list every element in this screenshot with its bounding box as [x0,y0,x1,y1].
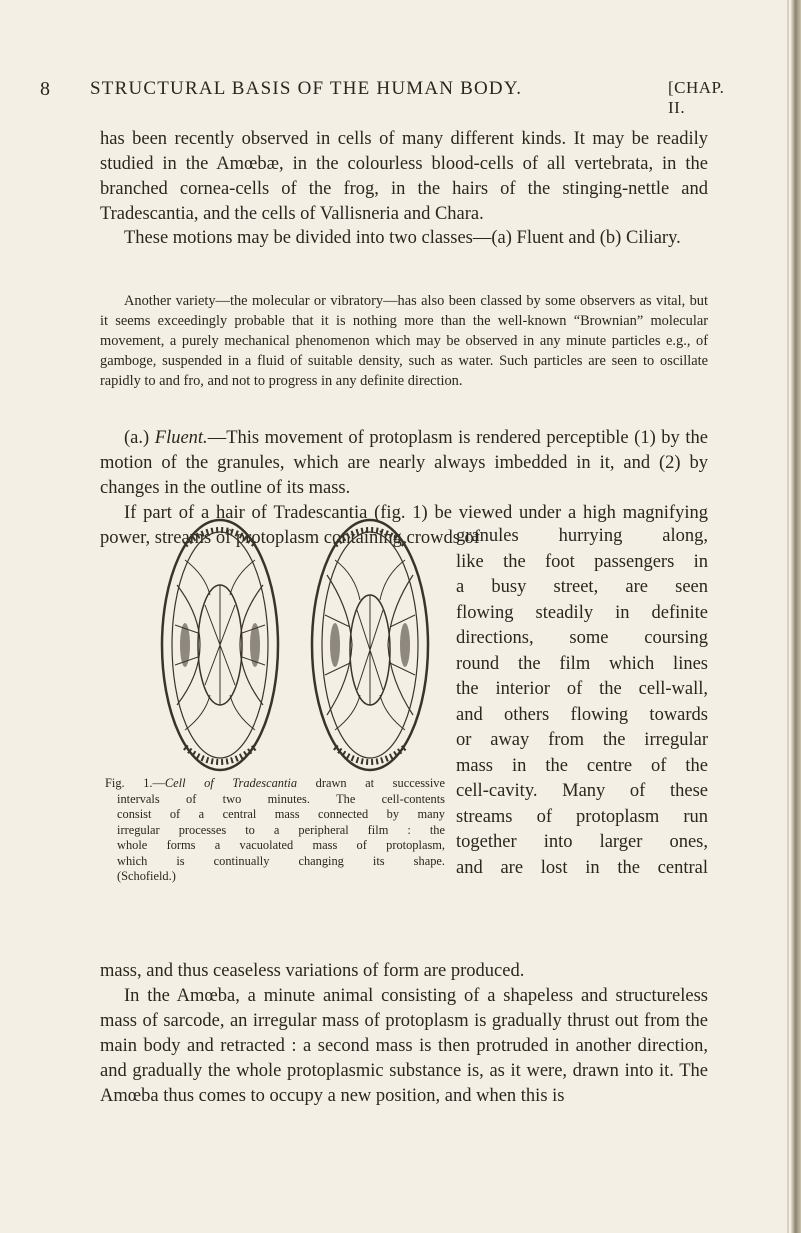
amoeba-paragraph: In the Amœba, a minute animal consisting of a shapeless and structureless mass of sarcode, an irregular mass of protoplasm is gradually thrust out from the main body and retracted : a second mass is then protruded in another direction, and gradually the whole protoplasmic substance is, as it were, drawn into it. The Amœba thus comes to occupy a new position, and when this is [100,986,708,1106]
paragraph-intro [100,127,708,227]
wrap-line: and are lost in the central [456,857,708,878]
wrap-line: mass in the centre of the [456,755,708,776]
wrapped-text-column [456,524,708,881]
caption-line: consist of a central mass connected by many [117,807,445,821]
cell-drawing-right [312,520,428,770]
page-number: 8 [40,78,50,100]
chapter-label: [CHAP. II. [668,78,725,117]
tradescantia-paragraph-start: If part of a hair of Tradescantia (fig. 1) be viewed under a high magnifying power, streams of protoplasm containing crowds of [100,503,708,548]
wrap-line: a busy street, are seen [456,577,708,597]
wrap-line: together into larger ones, [456,832,708,852]
fluent-label: (a.) [124,428,150,448]
caption-species: Cell of Tradescantia [164,776,298,790]
cell-drawing-left [162,520,278,770]
wrap-line: cell-cavity. Many of these [456,781,708,801]
caption-line: (Schofield.) [117,869,176,883]
paragraph-text: These motions may be divided into two classes—(a) Fluent and (b) Ciliary. [124,228,681,248]
wrap-line: flowing steadily in definite [456,602,708,623]
page-edge-shadow [791,0,801,1233]
wrap-line: directions, some coursing [456,628,708,648]
wrap-line: and others flowing towards [456,704,708,725]
caption-line: whole forms a vacuolated mass of protoplasm, [117,838,445,852]
paragraph-amoeba [100,959,708,1109]
fluent-text: —This movement of protoplasm is rendered perceptible (1) by the motion of the granules, which are nearly always imbedded in it, and (2) by changes in the outline of its mass. [100,428,709,498]
after-wrap-text: mass, and thus ceaseless variations of form are produced. [100,961,525,981]
paragraph-classes [100,226,708,251]
caption-text: drawn at successive [297,776,445,790]
page-fold-line [787,0,789,1233]
fluent-paragraph [100,426,708,501]
paragraph-text: has been recently observed in cells of many different kinds. It may be readily studied in the Amœbæ, in the colourless blood-cells of all vertebrata, in the branched cornea-cells of the frog, in the hairs of the stinging-nettle and Tradescantia, and the cells of Vallisneria and Chara. [100,129,708,224]
caption-line: which is continually changing its shape. [117,853,445,868]
wrap-line: round the film which lines [456,653,708,674]
caption-line [105,776,445,792]
caption-line: irregular processes to a peripheral film : the [117,822,445,837]
wrap-line: granules hurrying along, [456,526,708,546]
wrap-line: or away from the irregular [456,730,708,750]
small-print-text: Another variety—the molecular or vibratory—has also been classed by some observers as vital, but it seems exceedingly probable that it is nothing more than the well-known “Brownian” molecular movement, a purely mechanical phenomenon which may be observed in any minute particles e.g., of gamboge, suspended in a fluid of suitable density, such as water. Such particles are seen to oscillate rapidly to and fro, and not to progress in any definite direction. [100,293,708,389]
wrap-line: the interior of the cell-wall, [456,679,708,699]
running-header [40,78,730,117]
fluent-heading: Fluent. [154,428,208,448]
small-print-paragraph [100,291,708,391]
figure-caption [105,776,445,885]
wrap-line: streams of protoplasm run [456,806,708,827]
running-title: STRUCTURAL BASIS OF THE HUMAN BODY. [90,78,523,99]
wrap-line: like the foot passengers in [456,551,708,572]
caption-label: Fig. 1.— [105,776,165,790]
caption-line: intervals of two minutes. The cell-contents [117,791,445,806]
figure-tradescantia-cells [145,515,445,775]
